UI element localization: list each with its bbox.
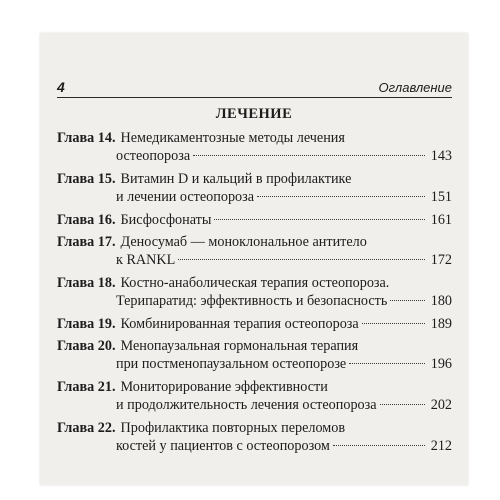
page-number: 4: [57, 79, 65, 95]
page-ref: 180: [430, 293, 452, 310]
toc-line: [57, 315, 452, 333]
chapter-title: Менопаузальная гормональная терапия: [120, 338, 359, 355]
book-page: [40, 33, 468, 485]
toc-entry[interactable]: [57, 315, 452, 333]
chapter-label: Глава 16.: [57, 211, 116, 228]
dot-leader: [380, 404, 425, 405]
page-ref: 143: [430, 148, 452, 165]
page-ref: 196: [430, 356, 452, 373]
page-ref: 189: [430, 315, 452, 332]
toc-entry[interactable]: [57, 129, 452, 166]
toc-entry[interactable]: [57, 274, 452, 311]
chapter-title-cont: к RANKL: [116, 252, 176, 269]
chapter-title: Немедикаментозные методы лечения: [120, 130, 345, 146]
page-ref: 212: [430, 438, 452, 455]
table-of-contents: [57, 129, 452, 460]
toc-line: [57, 170, 452, 188]
chapter-title: Деносумаб — моноклональное антитело: [120, 234, 367, 251]
toc-line: [57, 419, 452, 437]
chapter-title: Костно-анаболическая терапия остеопороза.: [120, 274, 390, 291]
chapter-title: Мониторирование эффективности: [120, 378, 328, 395]
toc-line: [57, 211, 452, 229]
chapter-title: Бисфосфонаты: [120, 211, 212, 228]
toc-entry[interactable]: [57, 378, 452, 415]
chapter-label: Глава 15.: [57, 170, 116, 187]
dot-leader: [333, 445, 425, 446]
toc-line: [57, 147, 452, 165]
chapter-title: Витамин D и кальций в профилактике: [120, 170, 352, 187]
toc-line: [57, 251, 452, 269]
chapter-label: Глава 20.: [57, 338, 116, 355]
toc-entry[interactable]: [57, 211, 452, 229]
chapter-title: Профилактика повторных переломов: [120, 419, 346, 436]
dot-leader: [390, 300, 425, 301]
chapter-label: Глава 19.: [57, 315, 116, 332]
page-ref: 172: [430, 252, 452, 269]
toc-line: [57, 378, 452, 396]
page-ref: 151: [430, 189, 452, 206]
toc-line: [57, 233, 452, 251]
chapter-title-cont: Терипаратид: эффективность и безопасность: [116, 293, 388, 310]
running-title: Оглавление: [378, 80, 452, 95]
toc-line: [57, 396, 452, 414]
running-head: [57, 79, 452, 98]
toc-line: [57, 437, 452, 455]
chapter-title-cont: остеопороза: [116, 148, 191, 165]
chapter-title-cont: при постменопаузальном остеопорозе: [116, 356, 347, 373]
chapter-title-cont: и лечении остеопороза: [116, 189, 255, 206]
chapter-label: Глава 17.: [57, 234, 116, 251]
dot-leader: [214, 219, 425, 220]
toc-entry[interactable]: [57, 419, 452, 456]
chapter-title-cont: и продолжительность лечения остеопороза: [116, 397, 377, 414]
dot-leader: [257, 196, 425, 197]
toc-line: [57, 292, 452, 310]
toc-line: [57, 337, 452, 355]
dot-leader: [362, 323, 425, 324]
page-ref: 202: [430, 397, 452, 414]
chapter-title-cont: костей у пациентов с остеопорозом: [116, 438, 330, 455]
toc-line: [57, 355, 452, 373]
toc-entry[interactable]: [57, 170, 452, 207]
dot-leader: [193, 155, 425, 156]
chapter-label: Глава 22.: [57, 419, 116, 436]
dot-leader: [178, 259, 425, 260]
chapter-label: Глава 21.: [57, 378, 116, 395]
toc-entry[interactable]: [57, 233, 452, 270]
toc-line: [57, 129, 452, 147]
toc-line: [57, 274, 452, 292]
toc-line: [57, 188, 452, 206]
chapter-label: Глава 18.: [57, 274, 116, 291]
page-ref: 161: [430, 211, 452, 228]
chapter-label: Глава 14.: [57, 130, 116, 146]
chapter-title: Комбинированная терапия остеопороза: [120, 315, 359, 332]
toc-entry[interactable]: [57, 337, 452, 374]
dot-leader: [349, 363, 425, 364]
section-title: ЛЕЧЕНИЕ: [215, 106, 293, 122]
